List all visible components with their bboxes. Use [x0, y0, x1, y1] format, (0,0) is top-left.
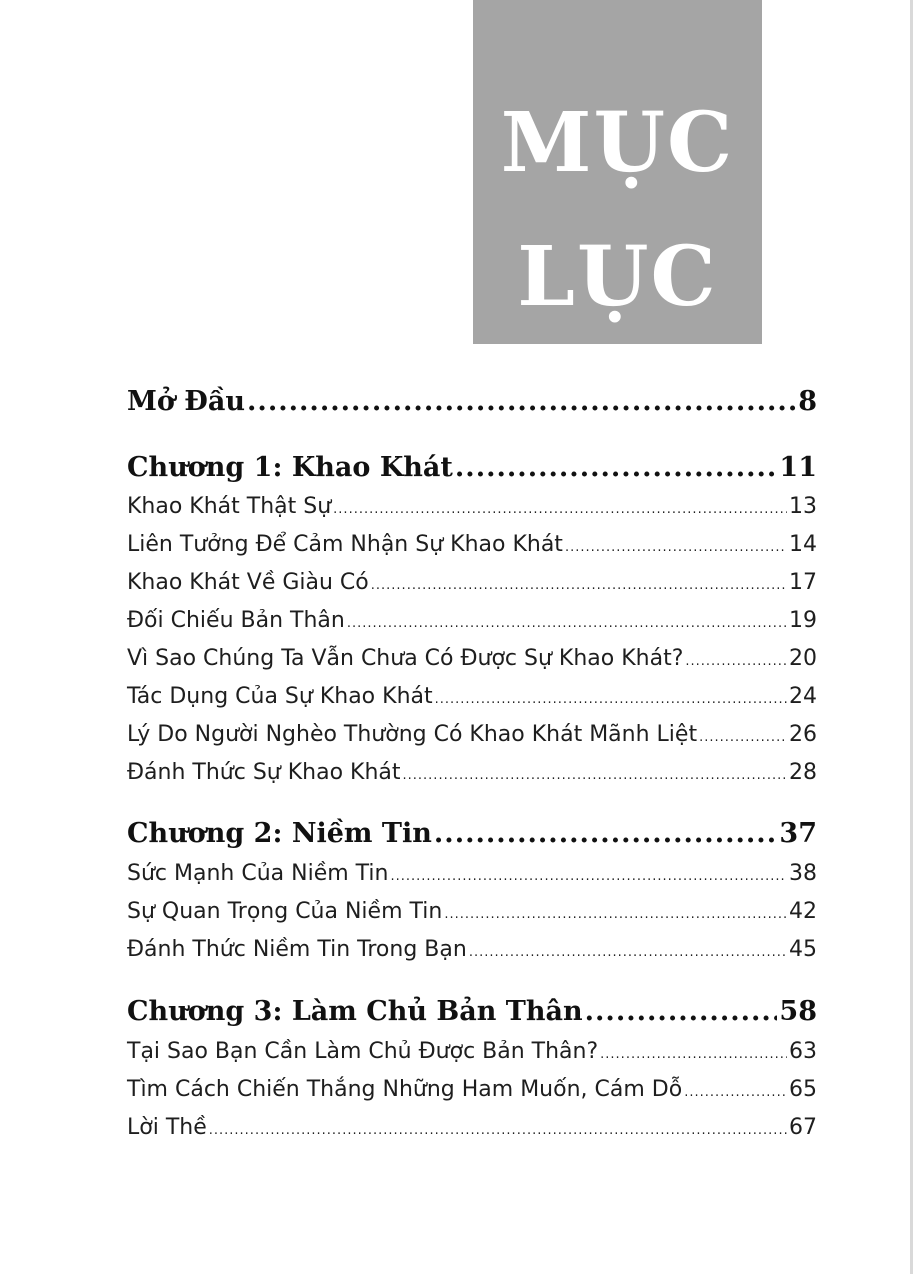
toc-chapter-3[interactable] [127, 996, 817, 1032]
toc-section[interactable] [127, 722, 817, 752]
toc-entry-page: 19 [789, 608, 817, 633]
dot-leader [403, 768, 787, 783]
toc-entry-label: Tìm Cách Chiến Thắng Những Ham Muốn, Cám Dỗ [127, 1077, 683, 1102]
toc-entry-page: 11 [779, 452, 817, 483]
toc-entry-label: Chương 1: Khao Khát [127, 452, 453, 483]
toc-chapter-1[interactable] [127, 452, 817, 488]
dot-leader [469, 945, 787, 960]
toc-entry-page: 58 [779, 996, 817, 1027]
toc-entry-label: Lý Do Người Nghèo Thường Có Khao Khát Mãnh Liệt [127, 722, 698, 747]
toc-section[interactable] [127, 1039, 817, 1069]
dot-leader [699, 730, 787, 745]
toc-entry-label: Chương 3: Làm Chủ Bản Thân [127, 996, 583, 1027]
toc-entry-page: 38 [789, 861, 817, 886]
dot-leader [435, 692, 787, 707]
toc-section[interactable] [127, 899, 817, 929]
toc-section[interactable] [127, 532, 817, 562]
toc-entry-page: 13 [789, 494, 817, 519]
toc-entry-page: 42 [789, 899, 817, 924]
dot-leader [444, 907, 787, 922]
title-line-1: MỤC [500, 95, 735, 191]
dot-leader [371, 578, 787, 593]
toc-section[interactable] [127, 570, 817, 600]
toc-entry-label: Chương 2: Niềm Tin [127, 818, 432, 849]
dot-leader [684, 1085, 787, 1100]
toc-entry-label: Đánh Thức Niềm Tin Trong Bạn [127, 937, 467, 962]
toc-chapter-2[interactable] [127, 818, 817, 854]
dot-leader [390, 869, 787, 884]
toc-entry-page: 63 [789, 1039, 817, 1064]
toc-entry-page: 17 [789, 570, 817, 595]
dot-leader [347, 616, 787, 631]
toc-entry-label: Tác Dụng Của Sự Khao Khát [127, 684, 433, 709]
toc-entry-label: Liên Tưởng Để Cảm Nhận Sự Khao Khát [127, 532, 563, 557]
toc-entry-page: 45 [789, 937, 817, 962]
toc-entry-page: 14 [789, 532, 817, 557]
dot-leader [565, 540, 787, 555]
dot-leader [455, 452, 778, 483]
toc-entry-label: Đối Chiếu Bản Thân [127, 608, 345, 633]
toc-entry-page: 65 [789, 1077, 817, 1102]
toc-entry-label: Khao Khát Thật Sự [127, 494, 332, 519]
dot-leader [600, 1047, 787, 1062]
toc-section[interactable] [127, 1115, 817, 1145]
toc-section[interactable] [127, 937, 817, 967]
toc-entry-label: Đánh Thức Sự Khao Khát [127, 760, 401, 785]
toc-entry-label: Sự Quan Trọng Của Niềm Tin [127, 899, 443, 924]
toc-entry-label: Khao Khát Về Giàu Có [127, 570, 369, 595]
toc-entry-page: 8 [798, 386, 817, 417]
toc-entry-label: Lời Thề [127, 1115, 207, 1140]
toc-entry-page: 20 [789, 646, 817, 671]
toc-entry-label: Sức Mạnh Của Niềm Tin [127, 861, 389, 886]
toc-section[interactable] [127, 861, 817, 891]
toc-entry-label: Tại Sao Bạn Cần Làm Chủ Được Bản Thân? [127, 1039, 599, 1064]
toc-section[interactable] [127, 608, 817, 638]
toc-section[interactable] [127, 646, 817, 676]
dot-leader [333, 502, 787, 517]
toc-chapter-intro[interactable] [127, 386, 817, 422]
toc-section[interactable] [127, 1077, 817, 1107]
toc-section[interactable] [127, 494, 817, 524]
title-line-2: LỤC [517, 229, 718, 325]
toc-section[interactable] [127, 760, 817, 790]
dot-leader [585, 996, 778, 1027]
toc-entry-label: Vì Sao Chúng Ta Vẫn Chưa Có Được Sự Khao Khát? [127, 646, 684, 671]
toc-entry-page: 67 [789, 1115, 817, 1140]
dot-leader [209, 1123, 787, 1138]
toc-entry-page: 37 [779, 818, 817, 849]
dot-leader [247, 386, 796, 417]
dot-leader [434, 818, 778, 849]
toc-entry-label: Mở Đầu [127, 386, 246, 417]
title-block [473, 0, 762, 344]
toc-entry-page: 26 [789, 722, 817, 747]
toc-entry-page: 24 [789, 684, 817, 709]
dot-leader [685, 654, 787, 669]
toc-section[interactable] [127, 684, 817, 714]
toc-entry-page: 28 [789, 760, 817, 785]
